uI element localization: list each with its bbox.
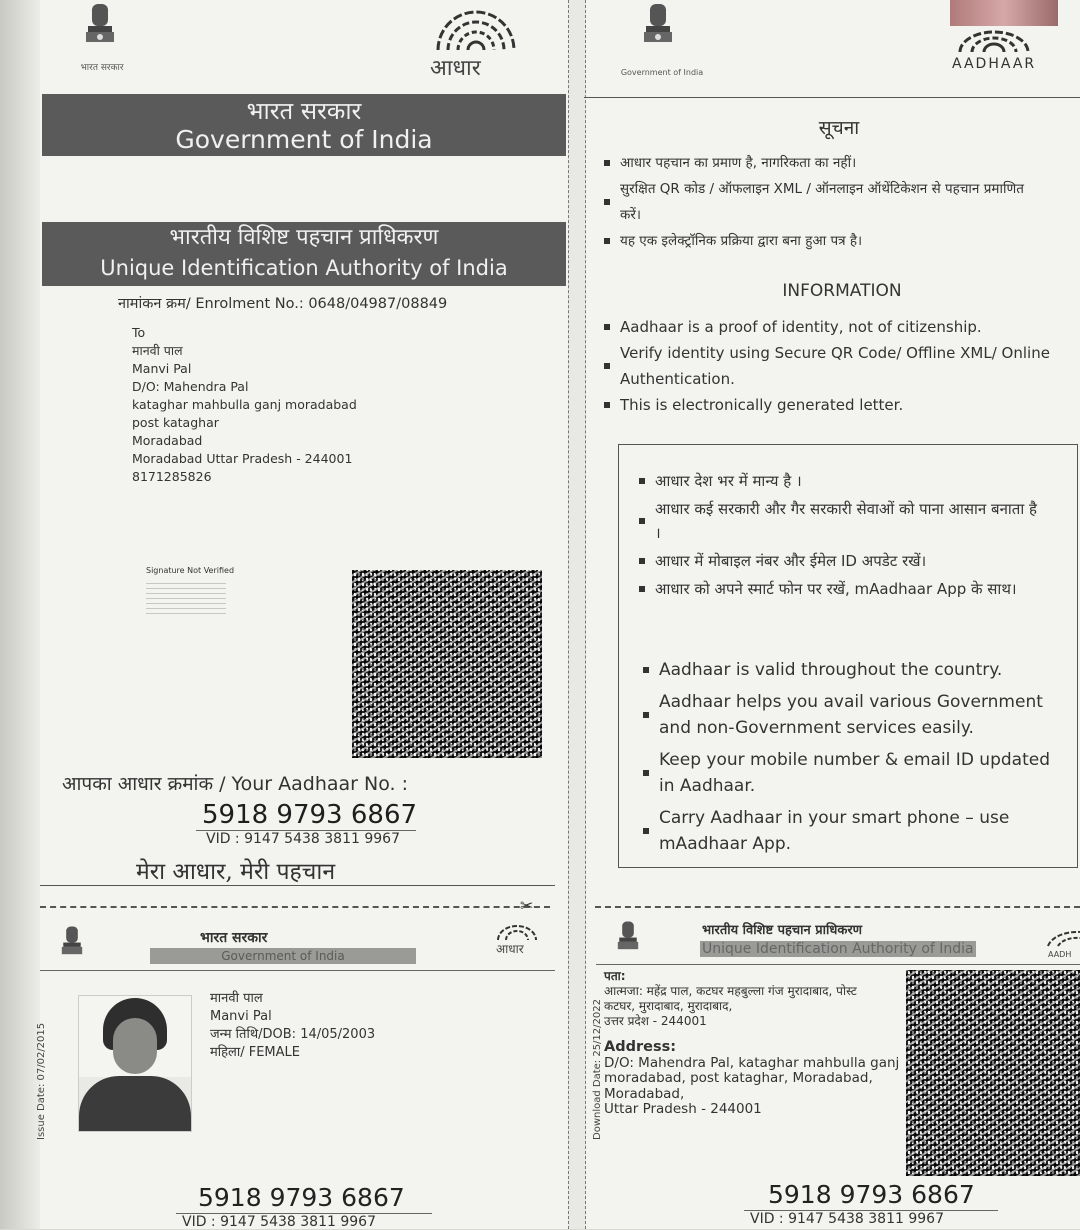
national-emblem-icon	[612, 916, 644, 962]
page-shadow	[0, 0, 40, 1229]
suchna-item: सुरक्षित QR कोड / ऑफलाइन XML / ऑनलाइन ऑथेंटिकेशन से पहचान प्रमाणित करें।	[602, 176, 1042, 228]
address-line: To	[132, 325, 146, 340]
uidai-band	[42, 222, 566, 286]
uidai-hindi: भारतीय विशिष्ट पहचान प्राधिकरण	[169, 225, 439, 250]
address-english	[604, 1040, 904, 1118]
aadhaar-logo-icon	[1046, 926, 1080, 952]
box-english-item: Keep your mobile number & email ID updated in Aadhaar.	[641, 747, 1051, 799]
pata-line: उत्तर प्रदेश - 244001	[604, 1014, 707, 1028]
address-line: Manvi Pal	[132, 361, 192, 376]
holder-gender: महिला/ FEMALE	[210, 1045, 300, 1060]
aadhaar-logo-icon	[954, 30, 1034, 58]
tagline: मेरा आधार, मेरी पहचान	[136, 859, 336, 885]
information-list	[602, 314, 1078, 418]
photo-corner	[950, 0, 1058, 26]
address-line: Moradabad,	[604, 1085, 685, 1102]
address-line: 8171285826	[132, 469, 212, 484]
recipient-address	[132, 324, 357, 486]
your-aadhaar-label: आपका आधार क्रमांक / Your Aadhaar No. :	[62, 773, 409, 795]
vid-number: VID : 9147 5438 3811 9967	[206, 831, 400, 847]
address-line: मानवी पाल	[132, 343, 183, 358]
address-line: Moradabad	[132, 433, 203, 448]
info-box	[618, 444, 1078, 868]
box-hindi-list	[637, 469, 1047, 601]
address-line: kataghar mahbulla ganj moradabad	[132, 397, 357, 412]
secure-qr-code	[352, 570, 542, 758]
holder-name-hindi: मानवी पाल	[210, 991, 263, 1006]
info-item: This is electronically generated letter.	[602, 392, 1078, 418]
govt-india-hindi: भारत सरकार	[246, 97, 362, 125]
fold-line	[568, 0, 586, 1229]
card-back-header-english	[700, 941, 976, 957]
box-hindi-item: आधार देश भर में मान्य है ।	[637, 469, 1047, 493]
govt-india-band	[42, 94, 566, 156]
divider	[596, 964, 1080, 965]
box-english-item: Aadhaar helps you avail various Government and non-Government services easily.	[641, 689, 1051, 741]
cut-line	[40, 906, 550, 908]
address-line: moradabad, post kataghar, Moradabad,	[604, 1070, 873, 1086]
aadhaar-logo-text: AADH	[1048, 950, 1072, 959]
cut-line	[595, 906, 1080, 908]
signature-status: Signature Not Verified	[146, 566, 235, 575]
uidai-english: Unique Identification Authority of India	[100, 256, 508, 280]
aadhaar-logo-text: आधार	[496, 942, 524, 956]
card-aadhaar-number: 5918 9793 6867	[198, 1183, 405, 1212]
enrolment-number: नामांकन क्रम/ Enrolment No.: 0648/04987/08849	[118, 296, 448, 312]
card-header-hindi: भारत सरकार	[200, 930, 268, 946]
suchna-item: यह एक इलेक्ट्रॉनिक प्रक्रिया द्वारा बना हुआ पत्र है।	[602, 228, 1042, 254]
divider	[584, 97, 1080, 98]
suchna-list	[602, 150, 1042, 254]
aadhaar-number: 5918 9793 6867	[202, 800, 418, 830]
pata-line: आत्मजा: महेंद्र पाल, कटघर महबुल्ला गंज मुरादाबाद, पोस्ट	[604, 984, 857, 998]
national-emblem-icon	[56, 922, 88, 966]
divider	[40, 970, 555, 971]
card-back-qr-code	[906, 970, 1080, 1176]
aadhaar-logo-text: आधार	[430, 56, 481, 81]
card-vid-number: VID : 9147 5438 3811 9967	[182, 1214, 376, 1230]
address-line: D/O: Mahendra Pal	[132, 379, 249, 394]
emblem-caption: Government of India	[620, 68, 704, 77]
emblem-caption: भारत सरकार	[80, 63, 124, 73]
address-label: Address:	[604, 1039, 677, 1055]
address-hindi	[604, 969, 904, 1029]
box-english-item: Aadhaar is valid throughout the country.	[641, 657, 1051, 683]
pata-line: कटघर, मुरादाबाद, मुरादाबाद,	[604, 999, 733, 1013]
information-title: INFORMATION	[782, 281, 902, 301]
holder-name-english: Manvi Pal	[210, 1009, 272, 1024]
holder-photo	[78, 995, 192, 1132]
pata-label: पता:	[604, 969, 626, 983]
issue-date: Issue Date: 07/02/2015	[36, 1022, 47, 1140]
aadhaar-logo-text: AADHAAR	[952, 56, 1037, 72]
box-hindi-item: आधार कई सरकारी और गैर सरकारी सेवाओं को पाना आसान बनाता है ।	[637, 497, 1047, 545]
divider	[40, 885, 555, 886]
govt-india-english: Government of India	[175, 125, 433, 154]
holder-dob: जन्म तिथि/DOB: 14/05/2003	[210, 1027, 376, 1042]
scissors-icon: ✂	[520, 896, 534, 915]
card-back-aadhaar-number: 5918 9793 6867	[768, 1180, 975, 1209]
address-line: D/O: Mahendra Pal, kataghar mahbulla ganj	[604, 1054, 900, 1071]
info-item: Aadhaar is a proof of identity, not of citizenship.	[602, 314, 1078, 340]
digital-signature-block	[146, 580, 226, 614]
card-header-english: Government of India	[150, 948, 416, 964]
box-english-list	[641, 657, 1051, 857]
card-back-vid-number: VID : 9147 5438 3811 9967	[750, 1211, 944, 1227]
address-line: Uttar Pradesh - 244001	[604, 1101, 762, 1117]
address-line: Moradabad Uttar Pradesh - 244001	[132, 451, 353, 466]
info-item: Verify identity using Secure QR Code/ Offline XML/ Online Authentication.	[602, 340, 1078, 392]
holder-details	[210, 990, 375, 1062]
address-line: post kataghar	[132, 415, 219, 430]
national-emblem-icon	[636, 0, 680, 56]
card-back-header-hindi: भारतीय विशिष्ट पहचान प्राधिकरण	[702, 923, 863, 938]
national-emblem-icon	[78, 0, 122, 56]
box-english-item: Carry Aadhaar in your smart phone – use mAadhaar App.	[641, 805, 1051, 857]
card-back-header-english-text: Unique Identification Authority of India	[702, 941, 974, 957]
box-hindi-item: आधार में मोबाइल नंबर और ईमेल ID अपडेट रखें।	[637, 549, 1047, 573]
box-hindi-item: आधार को अपने स्मार्ट फोन पर रखें, mAadhaar App के साथ।	[637, 577, 1047, 601]
suchna-item: आधार पहचान का प्रमाण है, नागरिकता का नहीं।	[602, 150, 1042, 176]
download-date: Download Date: 25/12/2022	[592, 999, 603, 1140]
suchna-title: सूचना	[818, 117, 860, 139]
